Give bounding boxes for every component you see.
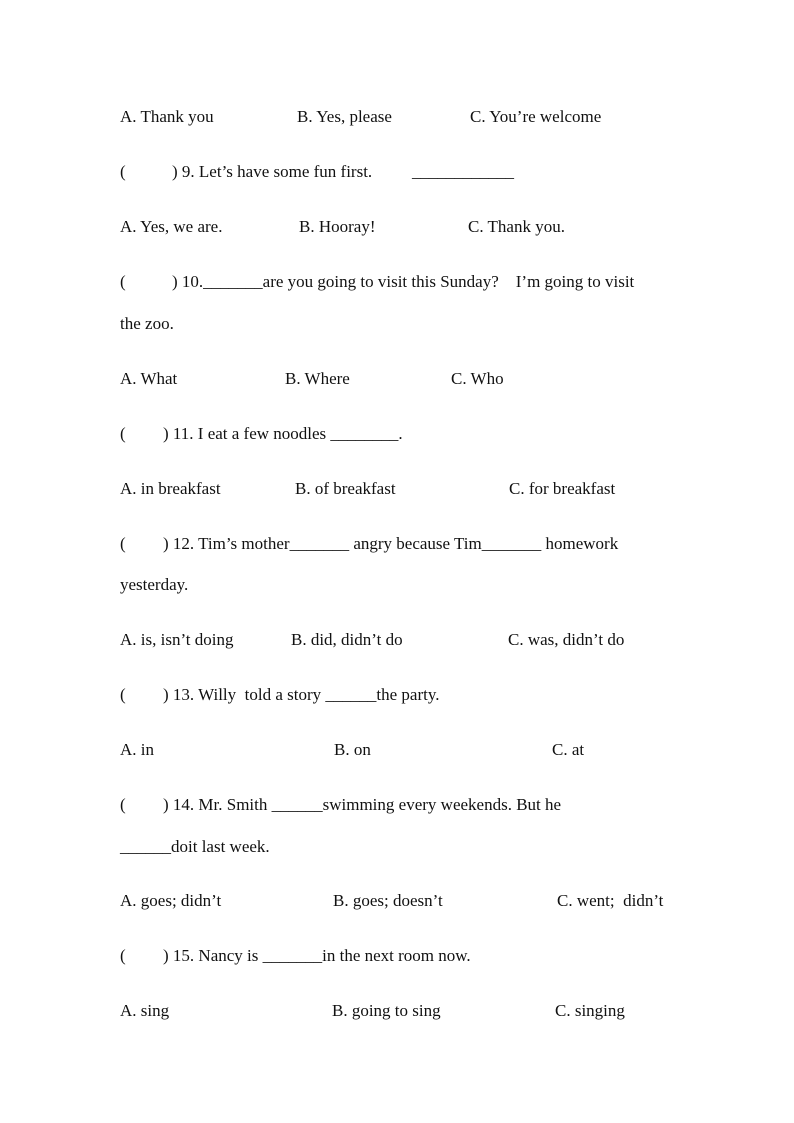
q10-question: ) 10._______are you going to visit this Sunday? I’m going to visit bbox=[172, 272, 635, 291]
q10-question-cont: the zoo. bbox=[120, 314, 174, 333]
q9-option-b: B. Hooray! bbox=[299, 217, 376, 236]
q14-option-a: A. goes; didn’t bbox=[120, 891, 222, 910]
q12-option-a: A. is, isn’t doing bbox=[120, 630, 234, 649]
q12-option-c: C. was, didn’t do bbox=[508, 630, 625, 649]
q13-option-b: B. on bbox=[334, 740, 371, 759]
q9-option-a: A. Yes, we are. bbox=[120, 217, 223, 236]
q11-option-c: C. for breakfast bbox=[509, 479, 616, 498]
q15-option-b: B. going to sing bbox=[332, 1001, 441, 1020]
q14-option-b: B. goes; doesn’t bbox=[333, 891, 443, 910]
q11-question: ) 11. I eat a few noodles ________. bbox=[163, 424, 403, 443]
q14-option-c: C. went; didn’t bbox=[557, 891, 664, 910]
q9-question: ) 9. Let’s have some fun first. bbox=[172, 162, 373, 181]
q13-option-a: A. in bbox=[120, 740, 154, 759]
q13-option-c: C. at bbox=[552, 740, 585, 759]
q12-option-b: B. did, didn’t do bbox=[291, 630, 403, 649]
q14-open-paren: ( bbox=[120, 795, 126, 814]
q15-option-a: A. sing bbox=[120, 1001, 170, 1020]
q12-open-paren: ( bbox=[120, 534, 126, 553]
q11-option-b: B. of breakfast bbox=[295, 479, 396, 498]
q8-option-c: C. You’re welcome bbox=[470, 107, 602, 126]
q11-option-a: A. in breakfast bbox=[120, 479, 221, 498]
q11-open-paren: ( bbox=[120, 424, 126, 443]
q15-open-paren: ( bbox=[120, 946, 126, 965]
q13-open-paren: ( bbox=[120, 685, 126, 704]
q14-question-cont: ______doit last week. bbox=[120, 837, 270, 856]
q10-option-b: B. Where bbox=[285, 369, 350, 388]
q15-question: ) 15. Nancy is _______in the next room now. bbox=[163, 946, 471, 965]
q9-open-paren: ( bbox=[120, 162, 126, 181]
q15-option-c: C. singing bbox=[555, 1001, 625, 1020]
q10-open-paren: ( bbox=[120, 272, 126, 291]
q10-option-a: A. What bbox=[120, 369, 178, 388]
q12-question: ) 12. Tim’s mother_______ angry because Tim_______ homework bbox=[163, 534, 619, 553]
q8-option-b: B. Yes, please bbox=[297, 107, 392, 126]
q9-option-c: C. Thank you. bbox=[468, 217, 565, 236]
q8-option-a: A. Thank you bbox=[120, 107, 214, 126]
q13-question: ) 13. Willy told a story ______the party. bbox=[163, 685, 440, 704]
q10-option-c: C. Who bbox=[451, 369, 504, 388]
q9-answer-blank: ____________ bbox=[412, 162, 514, 181]
q14-question: ) 14. Mr. Smith ______swimming every weekends. But he bbox=[163, 795, 562, 814]
q12-question-cont: yesterday. bbox=[120, 575, 189, 594]
